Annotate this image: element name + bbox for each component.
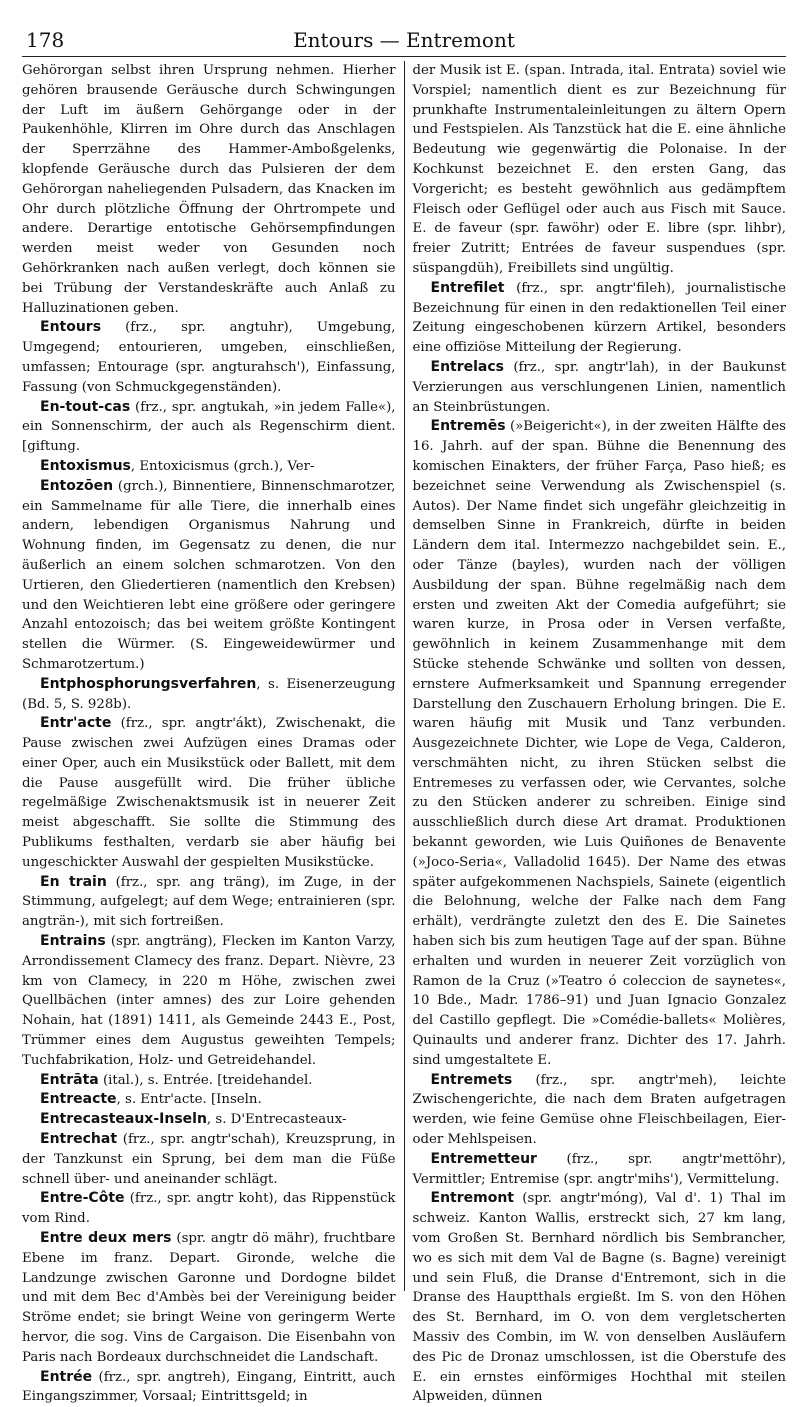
dictionary-entry <box>22 1090 396 1110</box>
entry-headword: Entphosphorungsverfahren <box>40 675 257 692</box>
dictionary-entry <box>22 1130 396 1189</box>
dictionary-entry <box>22 457 396 477</box>
dictionary-entry <box>22 1189 396 1229</box>
entry-text: (spr. angtr dö mähr), fruchtbare Ebene im franz. Depart. Gironde, welche die Landzunge zwischen Garonne und Dordogne bildet und mit dem Bec d'Ambès bei der Vereinigung beider Ströme endet; sie bringt Weine von geringerm Werte hervor, die sog. Vins de Cargaison. Die Eisenbahn von Paris nach Bordeaux durchschneidet die Landschaft. <box>22 1231 396 1365</box>
dictionary-entry <box>22 873 396 932</box>
entry-text: der Musik ist E. (span. Intrada, ital. Entrata) soviel wie Vorspiel; namentlich dient es zur Bezeichnung für prunkhafte Instrumentaleinleitungen zu ältern Opern und Festspielen. Als Tanzstück hat die E. eine ähnliche Bedeutung wie gegenwärtig die Polonaise. In der Kochkunst bezeichnet E. den ersten Gang, das Vorgericht; es besteht gewöhnlich aus gedämpftem Fleisch oder Geflügel oder auch aus Fisch mit Sauce. E. de faveur (spr. fawöhr) oder E. libre (spr. lihbr), freier Zutritt; Entrées de faveur suspendues (spr. süspangdüh), Freibillets sind ungültig. <box>412 63 786 276</box>
running-head <box>22 22 786 57</box>
entry-headword: Entremetteur <box>430 1150 537 1167</box>
dictionary-entry <box>413 279 787 358</box>
entry-text: (frz., spr. angtr'lah), in der Baukunst Verzierungen aus verschlungenen Linien, namentlich an Steinbrüstungen. <box>412 359 786 415</box>
dictionary-entry <box>22 398 396 457</box>
entry-headword: Entrelacs <box>430 358 504 375</box>
entry-headword: Entrefilet <box>430 279 505 296</box>
entry-continuation <box>413 61 787 279</box>
entry-headword: Entremets <box>430 1071 513 1088</box>
entry-headword: Entrée <box>40 1368 93 1385</box>
entry-headword: Entr'acte <box>40 715 112 732</box>
dictionary-entry <box>413 1189 787 1407</box>
entry-text: (frz., spr. angtr'mettöhr), Vermittler; Entremise (spr. angtr'mihs'), Vermittelung. <box>412 1151 786 1187</box>
entry-text: , s. Eisenerzeugung (Bd. 5, S. 928b). <box>22 676 396 712</box>
entry-text: , s. Entr'acte. [Inseln. <box>116 1092 262 1108</box>
column-divider <box>404 61 405 1291</box>
dictionary-entry <box>22 675 396 715</box>
page-title: Entours — Entremont <box>293 28 515 52</box>
entry-text: (frz., spr. angtuhr), Umgebung, Umgegend; entourieren, umgeben, einschließen, umfassen; Entourage (spr. angturahsch'), Einfassung, Fassung (von Schmuckgegenständen). <box>22 320 396 395</box>
dictionary-entry <box>22 477 396 675</box>
entry-headword: Entoxismus <box>40 457 131 474</box>
dictionary-entry <box>22 932 396 1071</box>
dictionary-entry <box>22 318 396 397</box>
entry-headword: Entre deux mers <box>40 1230 172 1247</box>
dictionary-entry <box>413 1150 787 1190</box>
entry-text: (frz., spr. angtr'schah), Kreuzsprung, in der Tanzkunst ein Sprung, bei dem man die Füße schnell über- und aneinander schlägt. <box>22 1132 396 1187</box>
dictionary-entry <box>22 1071 396 1091</box>
dictionary-entry <box>413 1071 787 1150</box>
entry-text: (frz., spr. angtukah, »in jedem Falle«), ein Sonnenschirm, der auch als Regenschirm dient. [giftung. <box>22 399 396 455</box>
entry-continuation <box>22 61 396 318</box>
entry-text: (frz., spr. angtr'meh), leichte Zwischengerichte, die nach dem Braten aufgetragen werden, wie feine Gemüse ohne Fleischbeilagen, Eier- oder Mehlspeisen. <box>412 1072 786 1148</box>
entry-text: , s. D'Entrecasteaux- <box>206 1112 347 1128</box>
entry-headword: Entrechat <box>40 1131 118 1148</box>
left-column <box>22 61 402 1405</box>
entry-headword: Entremēs <box>430 418 506 435</box>
entry-text: , Entoxicismus (grch.), Ver- <box>130 458 315 474</box>
entry-text: (spr. angträng), Flecken im Kanton Varzy, Arrondissement Clamecy des franz. Depart. Nièvre, 23 km von Clamecy, in 220 m Höhe, zwischen zwei Quellbächen (inter amnes) des zur Loire gehenden Nohain, hat (1891) 1411, als Gemeinde 2443 E., Post, Trümmer eines dem Augustus geweihten Tempels; Tuchfabrikation, Holz- und Getreidehandel. <box>22 934 396 1068</box>
entry-text: (frz., spr. angtr koht), das Rippenstück vom Rind. <box>22 1191 396 1227</box>
entry-text: (spr. angtr'móng), Val d'. 1) Thal im schweiz. Kanton Wallis, erstreckt sich, 27 km lang, vom Großen St. Bernhard nördlich bis Sembrancher, wo es sich mit dem Val de Bagne (s. Bagne) vereinigt und sein Fluß, die Dranse d'Entremont, sich in die Dranse des Hauptthals ergießt. Im S. von den Höhen des St. Bernhard, im O. von dem vergletscherten Massiv des Combin, im W. von denselben Ausläufern des Pic de Dronaz umschlossen, ist die Oberstufe des E. ein ernstes einförmiges Hochthal mit steilen Alpweiden, dünnen <box>412 1191 786 1405</box>
page-number: 178 <box>26 28 65 52</box>
right-column <box>407 61 787 1405</box>
entry-text: (frz., spr. angtr'ákt), Zwischenakt, die Pause zwischen zwei Aufzügen eines Dramas oder einer Oper, auch ein Musikstück oder Ballett, mit dem die Pause ausgefüllt wird. Die früher übliche regelmäßige Zwischenaktsmusik ist in neuerer Zeit meist abgeschafft. Sie sollte die Stimmung des Publikums festhalten, verdarb sie aber häufig bei ungeschickter Auswahl der gespielten Musikstücke. <box>22 716 396 870</box>
entry-headword: Entozōen <box>40 477 114 494</box>
entry-text: Gehörorgan selbst ihren Ursprung nehmen. Hierher gehören brausende Geräusche durch Schwingungen der Luft im äußern Gehörgange oder in der Paukenhöhle, Klirren im Ohre durch das Anschlagen der Sperrzähne des Hammer-Amboßgelenks, klopfende Geräusche durch das Pulsieren der dem Gehörorgan naheliegenden Pulsadern, das Knacken im Ohr durch plötzliche Öffnung der Ohrtrompete und andere. Derartige entotische Gehörsempfindungen werden meist weder von Gesunden noch Gehörkranken nach außen verlegt, doch können sie bei Trübung der Verstandeskräfte auch Anlaß zu Halluzinationen geben. <box>22 63 396 316</box>
entry-text: (ital.), s. Entrée. [treidehandel. <box>98 1072 313 1088</box>
entry-headword: Entours <box>40 319 102 336</box>
entry-text: (frz., spr. angtreh), Eingang, Eintritt, auch Eingangszimmer, Vorsaal; Eintrittsgeld; in <box>22 1369 396 1405</box>
entry-headword: Entrāta <box>40 1071 99 1088</box>
entry-headword: Entremont <box>430 1190 514 1207</box>
dictionary-entry <box>22 1368 396 1407</box>
entry-text: (frz., spr. angtr'fileh), journalistische Bezeichnung für einen in den redaktionellen Teil einer Zeitung eingeschobenen kürzern Artikel, besonders eine offiziöse Mitteilung der Regierung. <box>412 280 786 356</box>
dictionary-entry <box>413 358 787 417</box>
entry-text: (»Beigericht«), in der zweiten Hälfte des 16. Jahrh. auf der span. Bühne die Benennung des komischen Einakters, der früher Farça, Paso hieß; es bezeichnet seine Verwendung als Zwischenspiel (s. Autos). Der Name findet sich ungefähr gleichzeitig in demselben Sinne in Frankreich, dürfte in beiden Ländern dem ital. Intermezzo nachgebildet sein. E., oder Tänze (bayles), wurden nach der völligen Ausbildung der span. Bühne regelmäßig nach dem ersten und zweiten Akt der Comedia aufgeführt; sie waren kurze, in Prosa oder in Versen verfaßte, gewöhnlich in keinem Zusammenhange mit dem Stücke stehende Schwänke und sollten von dessen, ernstere Aufmerksamkeit und Spannung erregender Darstellung den Zuschauern Erholung bringen. Die E. waren häufig mit Musik und Tanz verbunden. Ausgezeichnete Dichter, wie Lope de Vega, Calderon, verschmähten nicht, zu ihren Stücken selbst die Entremeses zu verfassen oder, wie Cervantes, solche zu den Stücken anderer zu schreiben. Einige sind ausschließlich durch diese Art dramat. Produktionen bekannt geworden, wie Luis Quiñones de Benavente (»Joco-Seria«, Valladolid 1645). Der Name des etwas später aufgekommenen Nachspiels, Sainete (eigentlich die Belohnung, welche der Falke nach dem Fang erhält), verdrängte zuletzt den des E. Die Sainetes haben sich bis zum heutigen Tage auf der span. Bühne erhalten und wurden in neuerer Zeit vorzüglich von Ramon de la Cruz (»Teatro ó coleccion de saynetes«, 10 Bde., Madr. 1786–91) und Juan Ignacio Gonzalez del Castillo gepflegt. Die »Comédie-ballets« Molières, Quinaults und anderer franz. Dichter des 17. Jahrh. sind umgestaltete E. <box>412 419 786 1068</box>
entry-text: (frz., spr. ang träng), im Zuge, in der Stimmung, aufgelegt; auf dem Wege; entrainieren (spr. angträn-), mit sich fortreißen. <box>22 874 396 930</box>
entry-text: (grch.), Binnentiere, Binnenschmarotzer, ein Sammelname für alle Tiere, die innerhalb eines andern, lebendigen Organismus Nahrung und Wohnung finden, im Gegensatz zu denen, die nur äußerlich an einem solchen schmarotzen. Von den Urtieren, den Gliedertieren (namentlich den Krebsen) und den Weichtieren lebt eine größere oder geringere Anzahl entozoisch; das bei weitem größte Kontingent stellen die Würmer. (S. Eingeweidewürmer und Schmarotzertum.) <box>22 478 396 672</box>
text-columns <box>22 61 786 1405</box>
dictionary-entry <box>413 417 787 1070</box>
entry-headword: Entrecasteaux-Inseln <box>40 1111 207 1128</box>
entry-headword: En train <box>40 873 107 890</box>
dictionary-entry <box>22 1229 396 1368</box>
entry-headword: Entre-Côte <box>40 1190 125 1207</box>
dictionary-entry <box>22 714 396 872</box>
entry-headword: En-tout-cas <box>40 398 131 415</box>
entry-headword: Entreacte <box>40 1091 117 1108</box>
entry-headword: Entrains <box>40 933 106 950</box>
dictionary-entry <box>22 1110 396 1130</box>
